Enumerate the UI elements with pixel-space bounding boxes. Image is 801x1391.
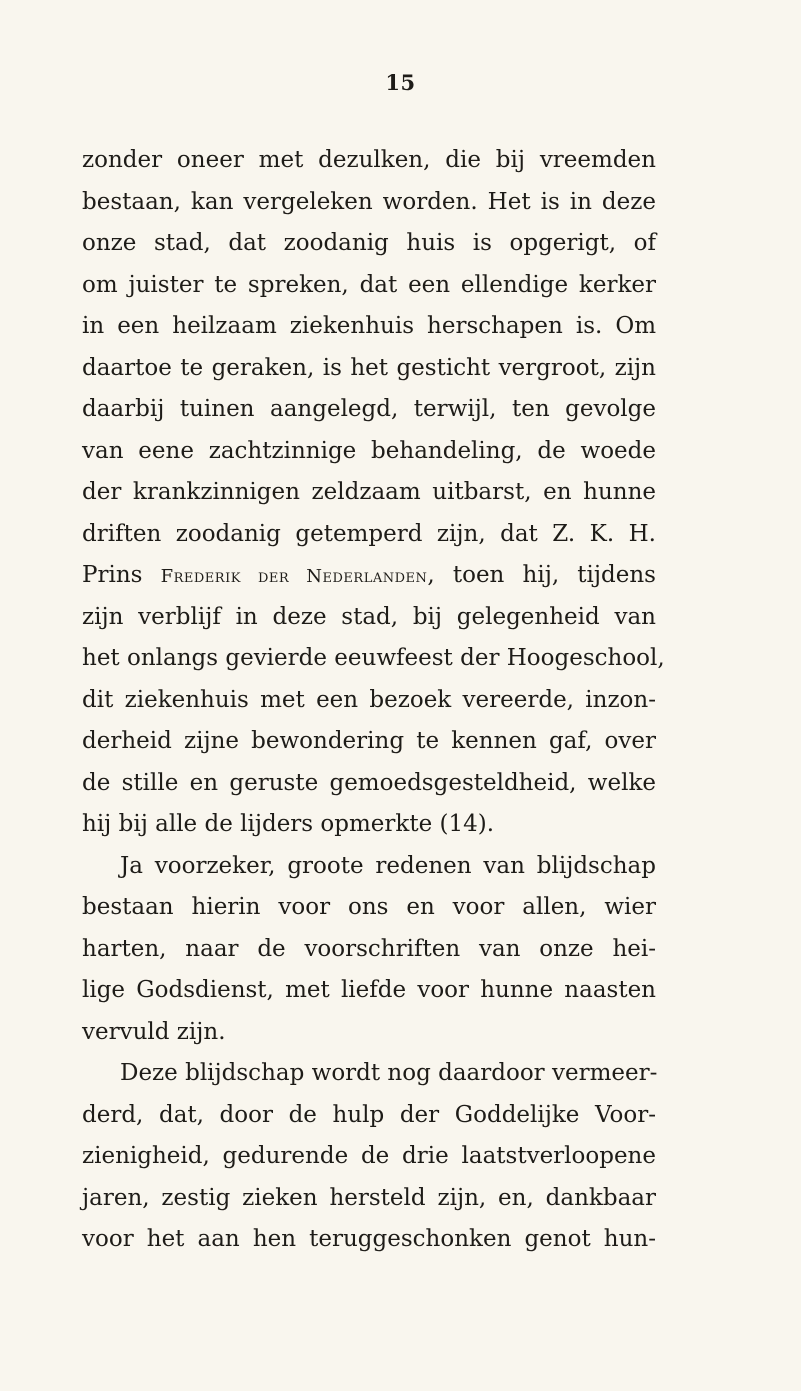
body-text	[82, 140, 665, 1261]
text-line: zonder oneer met dezulken, die bij vreemden	[82, 147, 656, 173]
text-line: bestaan, kan vergeleken worden. Het is in deze	[82, 188, 656, 215]
text-line: vervuld zijn.	[82, 1018, 226, 1045]
text-line: harten, naar de voorschriften van onze hei-	[82, 935, 656, 962]
text-line: om juister te spreken, dat een ellendige kerker	[82, 271, 656, 298]
text-line: daartoe te geraken, is het gesticht vergroot, zijn	[82, 354, 656, 381]
text-line: de stille en geruste gemoedsgesteldheid, welke	[82, 769, 656, 796]
text-line: dit ziekenhuis met een bezoek vereerde, inzon-	[82, 686, 656, 713]
prince-line-end: , toen hij, tijdens	[427, 562, 656, 588]
text-line: voor het aan hen teruggeschonken genot hun-	[82, 1226, 656, 1252]
text-line: in een heilzaam ziekenhuis herschapen is. Om	[82, 313, 656, 339]
text-line: der krankzinnigen zeldzaam uitbarst, en hunne	[82, 479, 656, 505]
text-line: Ja voorzeker, groote redenen van blijdschap	[120, 852, 656, 879]
text-line: lige Godsdienst, met liefde voor hunne naasten	[82, 977, 656, 1003]
text-line: het onlangs gevierde eeuwfeest der Hoogeschool,	[82, 645, 665, 671]
text-line: bestaan hierin voor ons en voor allen, wier	[82, 894, 656, 920]
text-line: hij bij alle de lijders opmerkte (14).	[82, 811, 495, 837]
text-line: van eene zachtzinnige behandeling, de woede	[82, 437, 656, 464]
text-line: zijn verblijf in deze stad, bij gelegenheid van	[82, 603, 656, 630]
text-line-prince	[82, 555, 656, 597]
page-number: 15	[385, 70, 416, 95]
text-line: zienigheid, gedurende de drie laatstverloopene	[82, 1143, 656, 1169]
text-line: jaren, zestig zieken hersteld zijn, en, dankbaar	[82, 1184, 656, 1211]
text-line: driften zoodanig getemperd zijn, dat Z. K. H.	[82, 520, 656, 547]
text-line: onze stad, dat zoodanig huis is opgerigt, of	[82, 230, 656, 256]
text-line: daarbij tuinen aangelegd, terwijl, ten gevolge	[82, 396, 656, 422]
text-line: Deze blijdschap wordt nog daardoor vermeer-	[120, 1060, 658, 1086]
text-line: derheid zijne bewondering te kennen gaf, over	[82, 728, 656, 754]
prince-name: Frederik der Nederlanden	[160, 566, 428, 587]
text-line: derd, dat, door de hulp der Goddelijke Voor-	[82, 1101, 656, 1128]
prince-line-start: Prins	[82, 562, 161, 588]
